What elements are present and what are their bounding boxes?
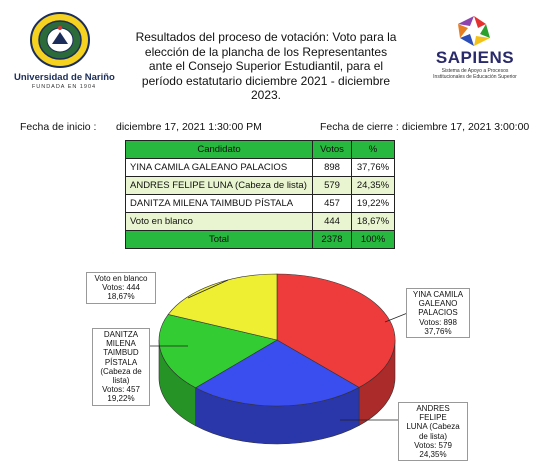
candidate-votes: 898 [313, 159, 352, 177]
header-votes: Votos [313, 141, 352, 159]
brand-name: SAPIENS [435, 48, 515, 67]
start-date-label: Fecha de inicio : [20, 121, 97, 133]
end-date-value: diciembre 17, 2021 3:00:00 [402, 121, 530, 133]
slice-label-line: lista) [112, 376, 130, 386]
candidate-pct: 37,76% [352, 159, 395, 177]
slice-label-line: Votos: 898 [419, 317, 457, 327]
header-candidate: Candidato [126, 141, 313, 159]
candidate-votes: 444 [313, 213, 352, 231]
slice-label-line: ANDRES FELIPE [416, 404, 450, 423]
slice-label-line: 19,22% [107, 394, 135, 404]
slice-label-line: LUNA (Cabeza [406, 422, 460, 432]
slice-label-line: Votos: 579 [414, 440, 452, 450]
university-name: Universidad de Nariño [14, 72, 115, 83]
slice-label-line: TAIMBUD [103, 348, 139, 358]
slice-label-line: DANITZA [103, 330, 139, 339]
table-row [126, 213, 395, 231]
page-title: Resultados del proceso de votación: Voto para la elección de la plancha de los Representantes ante el Consejo Superior Estudiantil, para el período estatutario diciembre 2021 - diciembre 2023. [135, 30, 397, 102]
candidate-name: ANDRES FELIPE LUNA (Cabeza de lista) [126, 177, 313, 195]
candidate-votes: 457 [313, 195, 352, 213]
sapiens-logo-icon [456, 14, 492, 48]
table-header-row [126, 141, 395, 159]
total-pct: 100% [352, 231, 395, 249]
slice-label-line: PALACIOS [418, 308, 458, 318]
table-total-row [126, 231, 395, 249]
header-pct: % [352, 141, 395, 159]
university-tagline: FUNDADA EN 1904 [31, 84, 97, 90]
slice-label-line: 24,35% [419, 450, 447, 460]
pie-layer [159, 274, 395, 444]
slice-label-line: 18,67% [107, 292, 135, 302]
university-seal-icon [28, 10, 92, 70]
slice-label-yina [406, 288, 470, 338]
table-row [126, 195, 395, 213]
end-date-label: Fecha de cierre : [320, 121, 399, 133]
slice-label-line: (Cabeza de [100, 366, 142, 376]
results-table [125, 140, 395, 249]
slice-label-line: de lista) [418, 431, 447, 441]
candidate-name: YINA CAMILA GALEANO PALACIOS [126, 159, 313, 177]
brand-subtitle: Sistema de Apoyo a Procesos Institucionales de Educación Superior [433, 68, 517, 80]
candidate-votes: 579 [313, 177, 352, 195]
slice-label-blanco [86, 272, 156, 304]
slice-label-line: Votos: 457 [102, 385, 140, 395]
slice-label-line: Voto en blanco [94, 274, 148, 283]
slice-label-andres [398, 402, 468, 461]
candidate-pct: 19,22% [352, 195, 395, 213]
slice-label-line: 37,76% [424, 326, 452, 336]
candidate-name: Voto en blanco [126, 213, 313, 231]
slice-label-line: GALEANO [418, 299, 458, 309]
candidate-pct: 18,67% [352, 213, 395, 231]
slice-label-danitza [92, 328, 150, 406]
start-date-value: diciembre 17, 2021 1:30:00 PM [116, 121, 262, 133]
slice-label-line: MILENA [106, 339, 136, 349]
slice-label-line: Votos: 444 [102, 283, 140, 293]
slice-label-line: PÍSTALA [104, 357, 138, 367]
total-label: Total [126, 231, 313, 249]
table-row [126, 177, 395, 195]
candidate-name: DANITZA MILENA TAIMBUD PÍSTALA [126, 195, 313, 213]
table-row [126, 159, 395, 177]
total-votes: 2378 [313, 231, 352, 249]
candidate-pct: 24,35% [352, 177, 395, 195]
slice-label-line: YINA CAMILA [412, 290, 464, 299]
